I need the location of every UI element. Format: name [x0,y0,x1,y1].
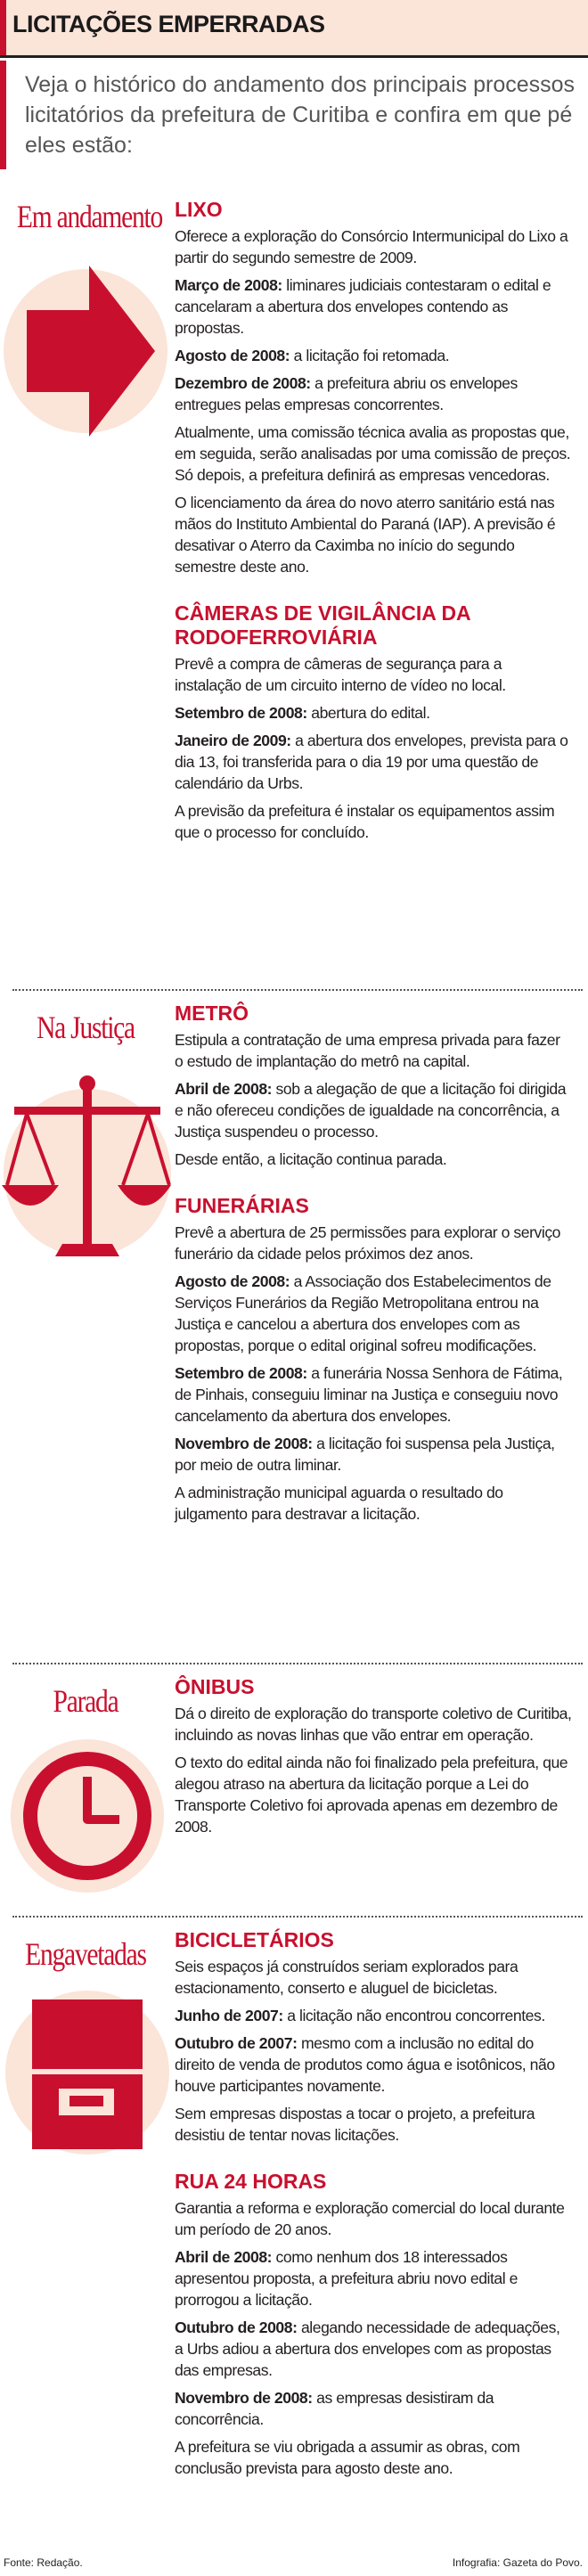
paragraph [175,730,572,794]
paragraph-text: Prevê a abertura de 25 permissões para explorar o serviço funerário da cidade pelos próximos dez anos. [175,1223,560,1263]
paragraph-date: Agosto de 2008: [175,1272,290,1290]
paragraph-text: mesmo com a inclusão no edital do direito de venda de produtos como água e isotônicos, não houve participantes novamente. [175,2034,555,2095]
paragraph-date: Dezembro de 2008: [175,374,311,392]
paragraph-text: as empresas desistiram da concorrência. [175,2389,494,2428]
paragraph-date: Abril de 2008: [175,2248,273,2266]
paragraph-text: a licitação não encontrou concorrentes. [282,2007,545,2024]
topic-cameras [175,601,572,843]
paragraph-text: Seis espaços já construídos seriam explorados para estacionamento, conserto e aluguel de bicicletas. [175,1958,519,1997]
paragraph-text: A administração municipal aguarda o resultado do julgamento para destravar a licitação. [175,1484,503,1523]
paragraph-text: sob a alegação de que a licitação foi dirigida e não ofereceu condições de igualdade na concorrência, a Justiça suspendeu o processo. [175,1080,567,1141]
intro [0,61,588,169]
paragraph [175,2197,572,2240]
paragraph [175,274,572,339]
paragraph [175,1752,572,1837]
scales-of-justice-icon [2,1059,171,1281]
paragraph-text: liminares judiciais contestaram o edital e cancelaram a abertura dos envelopes contendo as propostas. [175,276,551,337]
paragraph [175,372,572,415]
paragraph-text: abertura do edital. [306,704,430,722]
paragraph [175,1433,572,1476]
footer-credit: Infografia: Gazeta do Povo. [452,2556,583,2569]
topic-funerarias [175,1194,572,1525]
topic-title: FUNERÁRIAS [175,1194,309,1217]
paragraph-date: Outubro de 2008: [175,2318,298,2336]
topic-title: LIXO [175,198,223,221]
paragraph [175,2317,572,2381]
paragraph [175,1956,572,1999]
paragraph-text: a funerária Nossa Senhora de Fátima, de Pinhais, conseguiu liminar na Justiça e conseguiu novo cancelamento da abertura dos envelopes. [175,1364,563,1425]
paragraph [175,421,572,486]
section-content [175,1928,572,2485]
paragraph-date: Janeiro de 2009: [175,732,291,749]
paragraph-text: a licitação foi retomada. [290,347,450,364]
paragraph [175,800,572,843]
topic-title: RUA 24 HORAS [175,2170,327,2193]
topic-onibus [175,1675,572,1837]
section-content [175,1002,572,1531]
footer-source: Fonte: Redação. [4,2556,83,2569]
topic-title: METRÔ [175,1002,249,1025]
topic-title: CÂMERAS DE VIGILÂNCIA DA RODOFERROVIÁRIA [175,601,470,649]
page-title: LICITAÇÕES EMPERRADAS [12,11,325,37]
paragraph-text: a Associação dos Estabelecimentos de Serviços Funerários da Região Metropolitana entrou na Justiça e cancelou a abertura dos envelopes com as propostas, porque o edital original sofreu modificações. [175,1272,551,1354]
paragraph [175,1703,572,1746]
paragraph [175,702,572,724]
paragraph-text: Atualmente, uma comissão técnica avalia as propostas que, em seguida, serão analisadas por uma comissão de preços. Só depois, a prefeitura definirá as empresas vencedoras. [175,423,571,484]
paragraph-date: Março de 2008: [175,276,282,294]
paragraph [175,1482,572,1525]
paragraph-text: O licenciamento da área do novo aterro sanitário está nas mãos do Instituto Ambiental do Paraná (IAP). A previsão é desativar o Aterro da Caximba no início do segundo semestre deste ano. [175,494,556,576]
paragraph-text: como nenhum dos 18 interessados apresentou proposta, a prefeitura abriu novo edital e prorrogou a licitação. [175,2248,518,2309]
section-content [175,1675,572,1844]
drawer-icon [2,1983,171,2162]
paragraph-date: Outubro de 2007: [175,2034,298,2052]
intro-text: Veja o histórico do andamento dos principais processos licitatórios da prefeitura de Curitiba e confira em que pé eles estão: [25,72,576,158]
topic-rua-24-horas [175,2170,572,2479]
paragraph-text: Oferece a exploração do Consórcio Intermunicipal do Lixo a partir do segundo semestre de 2009. [175,227,568,266]
paragraph [175,1222,572,1264]
topic-metro [175,1002,572,1170]
clock-icon [2,1730,171,1900]
paragraph [175,492,572,577]
section-label: Na Justiça [37,1010,135,1045]
paragraph [175,1029,572,1072]
paragraph-date: Setembro de 2008: [175,704,307,722]
paragraph-text: Desde então, a licitação continua parada. [175,1150,447,1168]
paragraph-text: Sem empresas dispostas a tocar o projeto, a prefeitura desistiu de tentar novas licitações. [175,2105,535,2144]
paragraph-date: Novembro de 2008: [175,2389,313,2407]
paragraph-text: Garantia a reforma e exploração comercial do local durante um período de 20 anos. [175,2199,565,2238]
title-accent-bar [0,0,6,55]
section-divider [12,989,583,991]
section-divider [12,1916,583,1918]
paragraph-date: Agosto de 2008: [175,347,290,364]
paragraph-text: Estipula a contratação de uma empresa privada para fazer o estudo de implantação do metrô na capital. [175,1031,560,1070]
paragraph [175,1149,572,1170]
paragraph [175,2103,572,2146]
paragraph [175,2246,572,2310]
paragraph [175,2005,572,2026]
paragraph [175,1362,572,1427]
paragraph-text: alegando necessidade de adequações, a Urbs adiou a abertura dos envelopes com as propostas das empresas. [175,2318,560,2379]
topic-bicicletarios [175,1928,572,2146]
paragraph [175,653,572,696]
topic-title: BICICLETÁRIOS [175,1928,334,1951]
paragraph [175,225,572,268]
paragraph [175,2436,572,2479]
paragraph-text: A prefeitura se viu obrigada a assumir as obras, com conclusão prevista para agosto deste ano. [175,2438,520,2477]
section-label: Em andamento [16,199,163,234]
paragraph-text: a licitação foi suspensa pela Justiça, por meio de outra liminar. [175,1435,555,1474]
paragraph [175,345,572,366]
paragraph-text: a abertura dos envelopes, prevista para o dia 13, foi transferida para o dia 19 por uma questão de calendário da Urbs. [175,732,568,792]
paragraph [175,1078,572,1142]
title-bar [0,0,588,58]
paragraph-date: Setembro de 2008: [175,1364,307,1382]
topic-title: ÔNIBUS [175,1675,255,1698]
intro-accent-bar [0,61,6,169]
paragraph-date: Abril de 2008: [175,1080,273,1098]
paragraph-text: a prefeitura abriu os envelopes entregues pelas empresas concorrentes. [175,374,518,413]
paragraph [175,1271,572,1356]
section-label: Engavetadas [25,1936,146,1972]
paragraph-text: O texto do edital ainda não foi finalizado pela prefeitura, que alegou atraso na abertura da licitação porque a Lei do Transporte Coletivo foi aprovada apenas em dezembro de 2008. [175,1754,568,1836]
arrow-right-icon [2,248,171,453]
paragraph-text: Dá o direito de exploração do transporte coletivo de Curitiba, incluindo as novas linhas que vão entrar em operação. [175,1705,572,1744]
paragraph [175,2032,572,2097]
topic-lixo [175,198,572,577]
paragraph-text: Prevê a compra de câmeras de segurança para a instalação de um circuito interno de vídeo no local. [175,655,506,694]
paragraph-text: A previsão da prefeitura é instalar os equipamentos assim que o processo for concluído. [175,802,555,841]
section-divider [12,1663,583,1664]
paragraph-date: Junho de 2007: [175,2007,283,2024]
section-content [175,198,572,849]
section-label: Parada [53,1683,118,1719]
paragraph [175,2387,572,2430]
paragraph-date: Novembro de 2008: [175,1435,313,1452]
